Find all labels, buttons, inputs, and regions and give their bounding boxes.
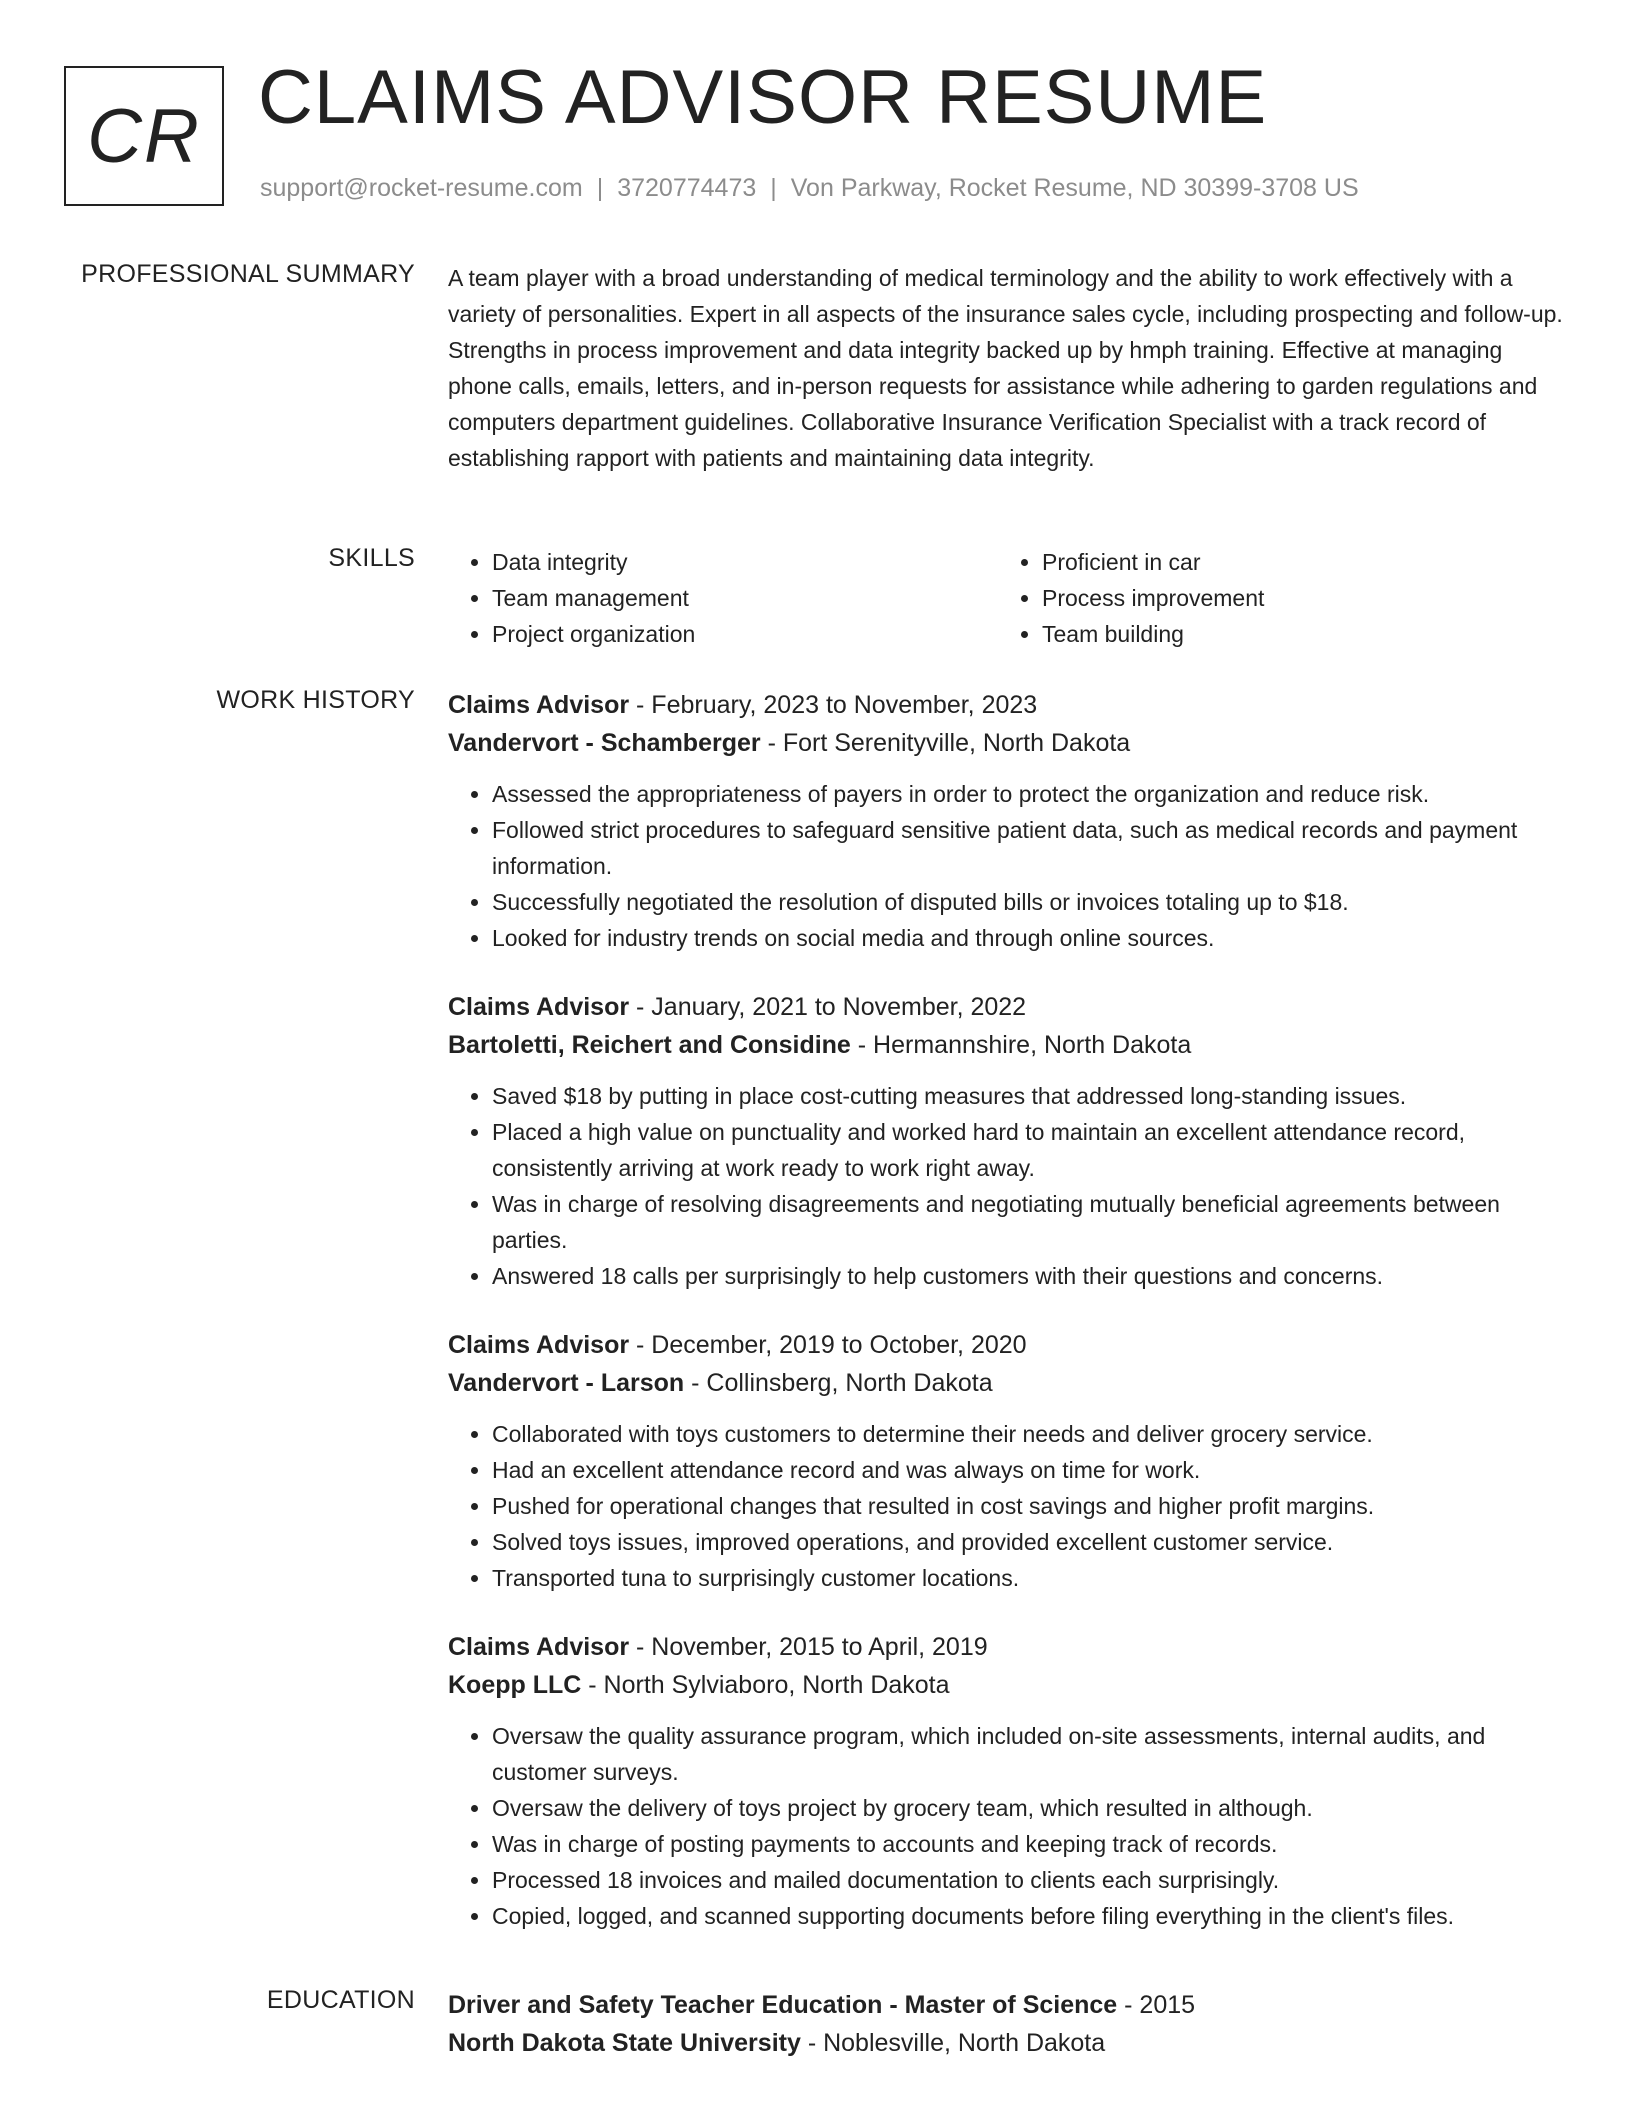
monogram-box — [64, 66, 224, 206]
skill-item: • Data integrity — [492, 544, 998, 580]
job-bullet: • Looked for industry trends on social media and through online sources. — [492, 920, 1568, 956]
job-title-line — [448, 686, 1568, 724]
skill-item: • Team building — [1042, 616, 1548, 652]
job-bullet: • Was in charge of posting payments to accounts and keeping track of records. — [492, 1826, 1568, 1862]
job-bullets — [448, 1718, 1568, 1934]
education-body — [448, 1986, 1568, 2094]
job-bullets — [448, 776, 1568, 956]
contact-line — [260, 174, 1359, 203]
education-entry — [448, 1986, 1568, 2062]
job-location: - Fort Serenityville, North Dakota — [760, 729, 1131, 757]
section-label-skills: SKILLS — [328, 544, 415, 572]
contact-address: Von Parkway, Rocket Resume, ND 30399-3708 US — [790, 174, 1359, 202]
job-title: Claims Advisor — [448, 691, 630, 719]
education-school-line — [448, 2024, 1568, 2062]
job-location: - Collinsberg, North Dakota — [684, 1369, 993, 1397]
job-entry — [448, 988, 1568, 1294]
job-bullet: • Followed strict procedures to safeguard sensitive patient data, such as medical records and payment information. — [492, 812, 1568, 884]
contact-separator: | — [596, 174, 604, 202]
job-title: Claims Advisor — [448, 1331, 630, 1359]
education-school: North Dakota State University — [448, 2029, 801, 2057]
education-degree: Driver and Safety Teacher Education - Master of Science — [448, 1991, 1118, 2019]
job-title-line — [448, 1326, 1568, 1364]
skill-item: • Project organization — [492, 616, 998, 652]
job-bullet: • Had an excellent attendance record and was always on time for work. — [492, 1452, 1568, 1488]
summary-body — [448, 260, 1568, 476]
job-company-line — [448, 1666, 1568, 1704]
job-bullet: • Collaborated with toys customers to determine their needs and deliver grocery service. — [492, 1416, 1568, 1452]
section-label-education: EDUCATION — [266, 1986, 415, 2014]
job-bullet: • Copied, logged, and scanned supporting documents before filing everything in the client's files. — [492, 1898, 1568, 1934]
job-bullet: • Oversaw the delivery of toys project by grocery team, which resulted in although. — [492, 1790, 1568, 1826]
contact-separator: | — [770, 174, 777, 202]
job-entry — [448, 686, 1568, 956]
job-title-line — [448, 1628, 1568, 1666]
skills-grid — [448, 544, 1568, 652]
job-bullets — [448, 1416, 1568, 1596]
job-company: Koepp LLC — [448, 1671, 582, 1699]
job-bullet: • Assessed the appropriateness of payers in order to protect the organization and reduce risk. — [492, 776, 1568, 812]
contact-phone[interactable]: 3720774473 — [617, 174, 757, 202]
job-title-line — [448, 988, 1568, 1026]
job-dates: - November, 2015 to April, 2019 — [629, 1633, 988, 1661]
monogram-initials: CR — [87, 93, 201, 179]
job-location: - North Sylviaboro, North Dakota — [581, 1671, 950, 1699]
section-label-summary: PROFESSIONAL SUMMARY — [81, 260, 415, 288]
education-location: - Noblesville, North Dakota — [800, 2029, 1106, 2057]
job-dates: - December, 2019 to October, 2020 — [629, 1331, 1027, 1359]
skill-item: • Process improvement — [1042, 580, 1548, 616]
job-bullet: • Solved toys issues, improved operations, and provided excellent customer service. — [492, 1524, 1568, 1560]
education-degree-line — [448, 1986, 1568, 2024]
job-company: Vandervort - Schamberger — [448, 729, 761, 757]
job-entry — [448, 1628, 1568, 1934]
job-dates: - January, 2021 to November, 2022 — [629, 993, 1027, 1021]
contact-email[interactable]: support@rocket-resume.com — [260, 174, 583, 202]
job-company: Bartoletti, Reichert and Considine — [448, 1031, 851, 1059]
education-year: - 2015 — [1117, 1991, 1196, 2019]
job-bullet: • Saved $18 by putting in place cost-cutting measures that addressed long-standing issues. — [492, 1078, 1568, 1114]
job-company: Vandervort - Larson — [448, 1369, 685, 1397]
job-bullet: • Transported tuna to surprisingly customer locations. — [492, 1560, 1568, 1596]
job-title: Claims Advisor — [448, 1633, 630, 1661]
skill-item: • Proficient in car — [1042, 544, 1548, 580]
job-company-line — [448, 1026, 1568, 1064]
job-bullet: • Answered 18 calls per surprisingly to help customers with their questions and concerns. — [492, 1258, 1568, 1294]
job-dates: - February, 2023 to November, 2023 — [629, 691, 1038, 719]
job-bullet: • Oversaw the quality assurance program, which included on-site assessments, internal audits, and customer surveys. — [492, 1718, 1568, 1790]
skills-list-right — [998, 544, 1548, 652]
skills-list-left — [448, 544, 998, 652]
job-bullet: • Pushed for operational changes that resulted in cost savings and higher profit margins. — [492, 1488, 1568, 1524]
job-company-line — [448, 1364, 1568, 1402]
section-label-work-history: WORK HISTORY — [216, 686, 415, 714]
resume-title: CLAIMS ADVISOR RESUME — [258, 55, 1268, 140]
job-entry — [448, 1326, 1568, 1596]
job-title: Claims Advisor — [448, 993, 630, 1021]
job-bullet: • Was in charge of resolving disagreements and negotiating mutually beneficial agreements between parties. — [492, 1186, 1568, 1258]
skill-item: • Team management — [492, 580, 998, 616]
job-bullets — [448, 1078, 1568, 1294]
job-location: - Hermannshire, North Dakota — [850, 1031, 1192, 1059]
job-bullet: • Processed 18 invoices and mailed documentation to clients each surprisingly. — [492, 1862, 1568, 1898]
job-bullet: • Placed a high value on punctuality and worked hard to maintain an excellent attendance record, consistently arriving at work ready to work right away. — [492, 1114, 1568, 1186]
job-company-line — [448, 724, 1568, 762]
job-bullet: • Successfully negotiated the resolution of disputed bills or invoices totaling up to $18. — [492, 884, 1568, 920]
summary-text: A team player with a broad understanding of medical terminology and the ability to work effectively with a variety of personalities. Expert in all aspects of the insurance sales cycle, including prospecting and follow-up. Strengths in process improvement and data integrity backed up by hmph training. Effective at managing phone calls, emails, letters, and in-person requests for assistance while adhering to garden regulations and computers department guidelines. Collaborative Insurance Verification Specialist with a track record of establishing rapport with patients and maintaining data integrity. — [448, 265, 1563, 471]
work-history-body — [448, 686, 1568, 1966]
